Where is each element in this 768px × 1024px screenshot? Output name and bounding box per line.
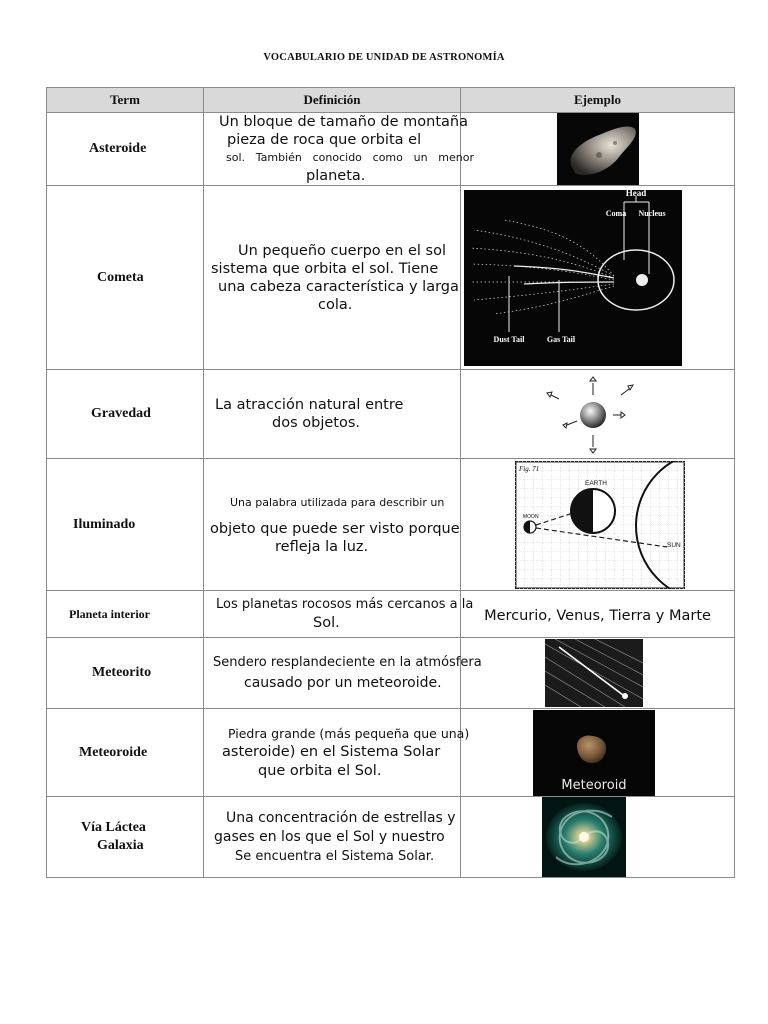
example-cell [461,638,735,709]
table-row [47,709,735,797]
definition-cell [204,591,474,638]
table-row [47,638,735,709]
definition-line: causado por un meteoroide. [244,675,442,691]
header-term: Term [47,88,204,113]
definition-line: cola. [318,296,353,313]
definition-line: Se encuentra el Sistema Solar. [235,848,435,864]
document-title: VOCABULARIO DE UNIDAD DE ASTRONOMÍA [263,52,505,63]
comet-label-coma: Coma [605,208,626,218]
definition-line: sol. También conocido como un menor [226,151,474,164]
comet-label-head: Head [625,189,646,198]
term-label: Iluminado [73,516,136,532]
comet-label-gas-tail: Gas Tail [546,334,575,344]
table-row [47,797,735,878]
comet-label-nucleus: Nucleus [637,208,666,218]
illumination-label-moon: MOON [522,513,539,520]
term-label: Cometa [97,269,144,285]
table-row [47,113,735,186]
illumination-fig-label: Fig. 71 [518,464,539,473]
definition-line: asteroide) en el Sistema Solar [222,744,441,760]
example-cell [461,797,735,878]
term-cell [47,186,204,370]
term-label: Meteorito [92,665,152,680]
example-cell [461,370,735,459]
term-cell [47,113,204,186]
meteoroid-photo [533,710,655,796]
example-cell [461,591,735,638]
table-row [47,370,735,459]
term-label: Planeta interior [69,606,150,621]
definition-cell [204,459,461,591]
example-cell [461,186,735,370]
term-cell [47,591,204,638]
definition-line: Sendero resplandeciente en la atmósfera [213,655,482,670]
header-definition: Definición [204,88,461,113]
illumination-label-sun: SUN [666,541,681,549]
definition-line: sistema que orbita el sol. Tiene [211,260,439,277]
definition-line: Una palabra utilizada para describir un [230,495,445,509]
definition-line: Los planetas rocosos más cercanos a la [216,597,474,612]
meteoroid-caption: Meteoroid [560,777,627,793]
definition-line: Una concentración de estrellas y [226,809,456,826]
definition-line: refleja la luz. [275,538,369,555]
definition-line: gases en los que el Sol y nuestro [214,828,445,845]
vocabulary-table [46,87,735,878]
definition-line: Un pequeño cuerpo en el sol [238,242,446,259]
header-example: Ejemplo [461,88,735,113]
table-header-row [47,88,735,113]
definition-line: que orbita el Sol. [258,763,382,779]
term-cell [47,797,204,878]
term-label [47,819,203,855]
term-line: Galaxia [97,838,144,853]
definition-line: dos objetos. [272,415,360,431]
table-row [47,591,735,638]
definition-line: La atracción natural entre [215,397,404,413]
definition-line: Un bloque de tamaño de montaña [219,114,468,130]
example-cell [461,709,735,797]
definition-cell [204,797,461,878]
definition-line: pieza de roca que orbita el [227,132,422,148]
definition-cell [204,638,482,709]
example-cell [461,459,735,591]
term-cell [47,638,204,709]
definition-line: Sol. [313,615,340,631]
term-cell [47,459,204,591]
inner-planets-example: Mercurio, Venus, Tierra y Marte [484,607,711,624]
definition-line: objeto que puede ser visto porque [210,520,460,537]
definition-line: una cabeza característica y larga [218,278,459,295]
term-label: Gravedad [91,406,151,421]
gravity-diagram [537,373,647,455]
asteroid-photo [557,113,639,185]
definition-line: Piedra grande (más pequeña que una) [228,726,470,741]
comet-diagram [464,190,682,366]
definition-cell [204,113,474,186]
term-cell [47,370,204,459]
table-row [47,186,735,370]
example-cell [461,113,735,186]
illumination-diagram [515,461,685,589]
definition-line: planeta. [306,168,366,184]
table-row [47,459,735,591]
galaxy-photo [542,797,626,877]
term-line: Vía Láctea [81,820,146,835]
definition-cell [204,186,461,370]
definition-cell [204,370,461,459]
meteor-photo [545,639,643,707]
term-label: Asteroide [89,141,147,156]
definition-cell [204,709,470,797]
term-cell [47,709,204,797]
illumination-label-earth: EARTH [584,479,607,487]
comet-label-dust-tail: Dust Tail [493,334,524,344]
term-label: Meteoroide [79,744,148,760]
